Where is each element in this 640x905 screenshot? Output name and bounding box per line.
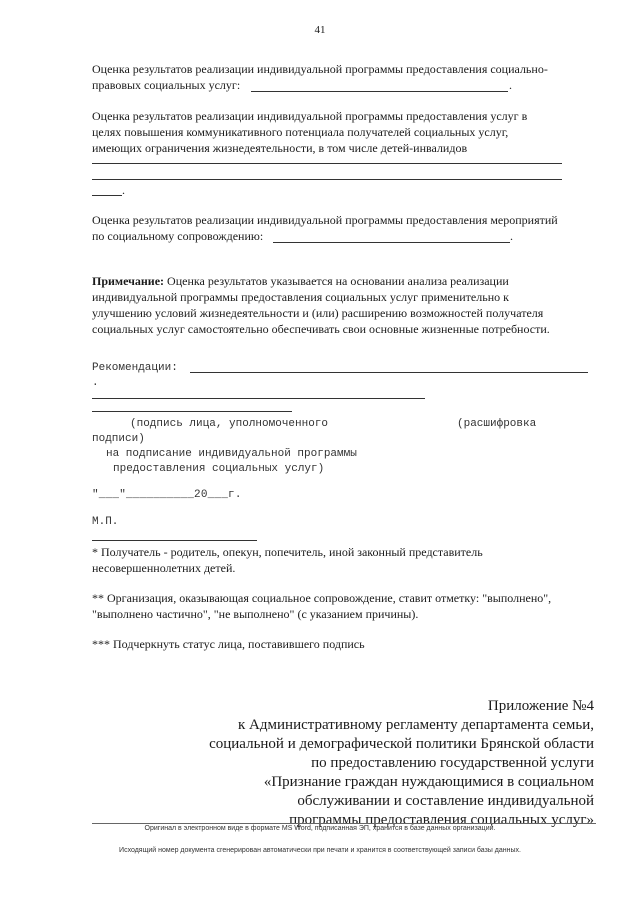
signature-line1-right: (расшифровка xyxy=(457,418,537,430)
note-line3: улучшению условий жизнедеятельности и (или) расширению возможностей получателя xyxy=(92,306,544,320)
escort-line1: Оценка результатов реализации индивидуальной программы предоставления мероприятий xyxy=(92,213,558,227)
signature-blank xyxy=(92,411,292,412)
legal-services-line1: Оценка результатов реализации индивидуальной программы предоставления социально- xyxy=(92,62,548,76)
footnote-1-line2: несовершеннолетних детей. xyxy=(92,561,236,575)
signature-line1: (подпись лица, уполномоченного xyxy=(130,418,329,430)
legal-services-end: . xyxy=(509,78,512,92)
page-number: 41 xyxy=(314,24,326,36)
recommendations-label: Рекомендации: xyxy=(92,362,178,374)
legal-services-line2: правовых социальных услуг: xyxy=(92,78,241,92)
communication-blank-1 xyxy=(92,163,562,164)
appendix-line4: по предоставлению государственной услуги xyxy=(311,755,594,771)
footnote-1-line1: * Получатель - родитель, опекун, попечитель, иной законный представитель xyxy=(92,545,483,559)
communication-line3: имеющих ограничения жизнедеятельности, в том числе детей-инвалидов xyxy=(92,141,468,155)
communication-end: . xyxy=(122,183,125,197)
footer-rule xyxy=(92,823,596,824)
legal-services-blank xyxy=(251,91,508,92)
communication-line2: целях повышения коммуникативного потенциала получателей социальных услуг, xyxy=(92,125,509,139)
communication-blank-2 xyxy=(92,179,562,180)
footer-line1: Оригинал в электронном виде в формате MS Word, подписанная ЭП, хранится в базе данных организации. xyxy=(144,825,496,832)
escort-end: . xyxy=(510,229,513,243)
note-text-1: Оценка результатов указывается на основании анализа реализации xyxy=(164,274,509,288)
footer-line2: Исходящий номер документа сгенерирован автоматически при печати и хранится в соответствующей записи базы данных. xyxy=(119,847,521,854)
date-line: "___"__________20___г. xyxy=(92,489,242,501)
note-line2: индивидуальной программы предоставления социальных услуг применительно к xyxy=(92,290,509,304)
appendix-line5: «Признание граждан нуждающимися в социальном xyxy=(263,774,594,790)
note-label: Примечание: xyxy=(92,274,165,288)
footnote-separator xyxy=(92,540,257,541)
escort-line2: по социальному сопровождению: xyxy=(92,229,264,243)
signature-line3: на подписание индивидуальной программы xyxy=(106,448,357,460)
recommendations-blank-2 xyxy=(92,398,425,399)
footnote-2-line2: "выполнено частично", "не выполнено" (с указанием причины). xyxy=(92,607,419,621)
appendix-line2: к Административному регламенту департамента семьи, xyxy=(238,717,594,733)
signature-line4: предоставления социальных услуг) xyxy=(113,463,325,475)
note-line1 xyxy=(92,273,509,289)
communication-line1: Оценка результатов реализации индивидуальной программы предоставления услуг в xyxy=(92,109,528,123)
note-line4: социальных услуг самостоятельно обеспечивать свои основные жизненные потребности. xyxy=(92,322,550,336)
recommendations-dot: . xyxy=(92,377,99,389)
escort-blank xyxy=(273,242,510,243)
appendix-line7: программы предоставления социальных услуг» xyxy=(289,812,594,828)
appendix-title: Приложение №4 xyxy=(487,698,594,714)
communication-blank-3 xyxy=(92,195,122,196)
seal-mark: М.П. xyxy=(92,516,119,528)
appendix-line3: социальной и демографической политики Брянской области xyxy=(209,736,594,752)
signature-line2: подписи) xyxy=(92,433,145,445)
appendix-line6: обслуживании и составление индивидуальной xyxy=(297,793,594,809)
footnote-3: *** Подчеркнуть статус лица, поставившего подпись xyxy=(92,637,365,651)
footnote-2-line1: ** Организация, оказывающая социальное сопровождение, ставит отметку: "выполнено", xyxy=(92,591,552,605)
recommendations-blank-1 xyxy=(190,372,588,373)
